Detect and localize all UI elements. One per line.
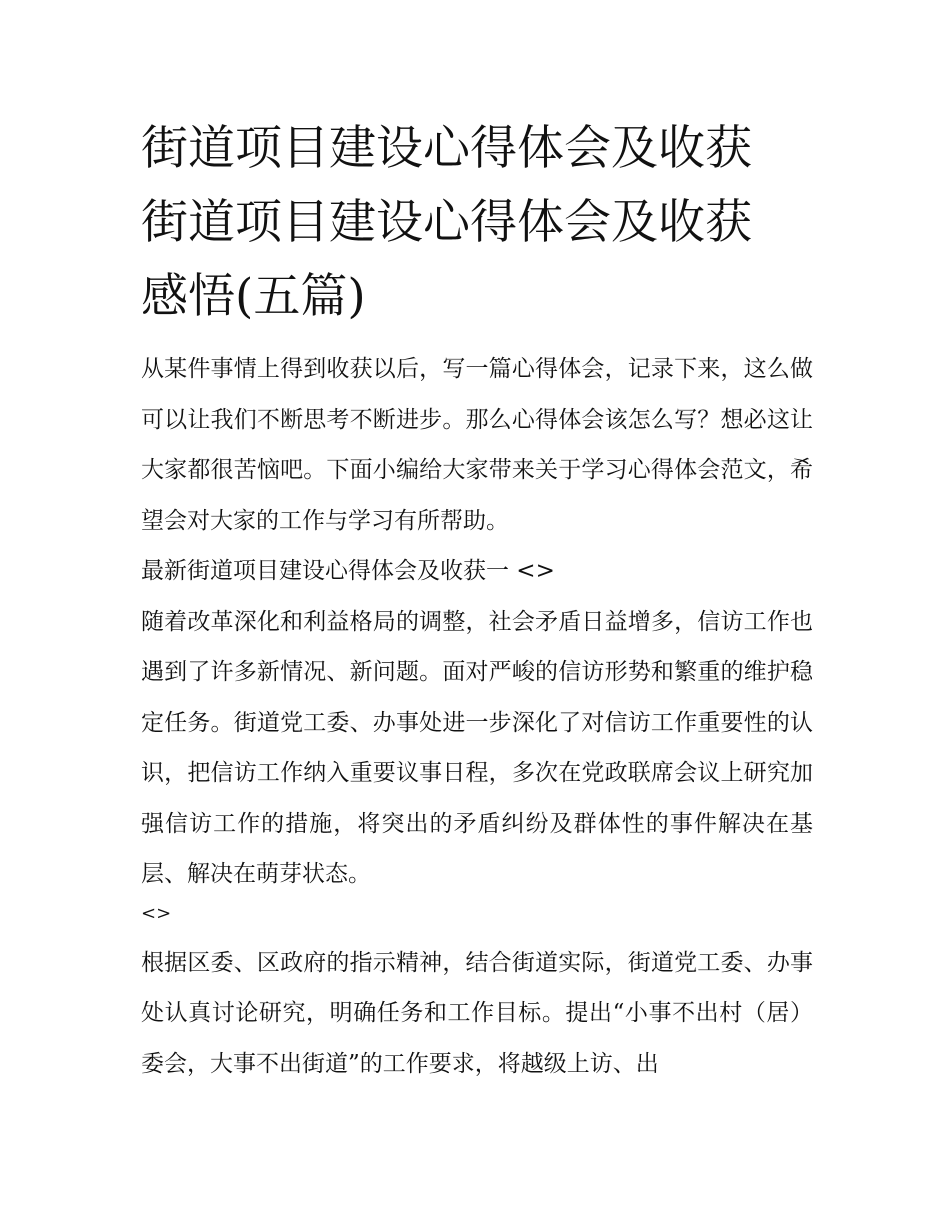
placeholder-marker: <> <box>141 902 172 924</box>
document-title <box>141 112 813 334</box>
section-heading-1: 最新街道项目建设心得体会及收获一 <> <box>141 558 555 584</box>
title-line-1: 街道项目建设心得体会及收获 <box>141 121 752 176</box>
title-line-3: 感悟(五篇) <box>141 269 366 324</box>
intro-paragraph: 从某件事情上得到收获以后，写一篇心得体会，记录下来，这么做可以让我们不断思考不断进步。那么心得体会该怎么写？想必这让大家都很苦恼吧。下面小编给大家带来关于学习心得体会范文，希望会对大家的工作与学习有所帮助。 <box>141 356 813 534</box>
document-content <box>141 112 813 1089</box>
body-paragraph-1: 随着改革深化和利益格局的调整，社会矛盾日益增多，信访工作也遇到了许多新情况、新问题。面对严峻的信访形势和繁重的维护稳定任务。街道党工委、办事处进一步深化了对信访工作重要性的认识，把信访工作纳入重要议事日程，多次在党政联席会议上研究加强信访工作的措施，将突出的矛盾纠纷及群体性的事件解决在基层、解决在萌芽状态。 <box>141 608 813 887</box>
title-line-2: 街道项目建设心得体会及收获 <box>141 195 752 250</box>
body-paragraph-2: 根据区委、区政府的指示精神，结合街道实际，街道党工委、办事处认真讨论研究，明确任务和工作目标。提出“小事不出村（居）委会，大事不出街道”的工作要求，将越级上访、出 <box>141 949 813 1077</box>
